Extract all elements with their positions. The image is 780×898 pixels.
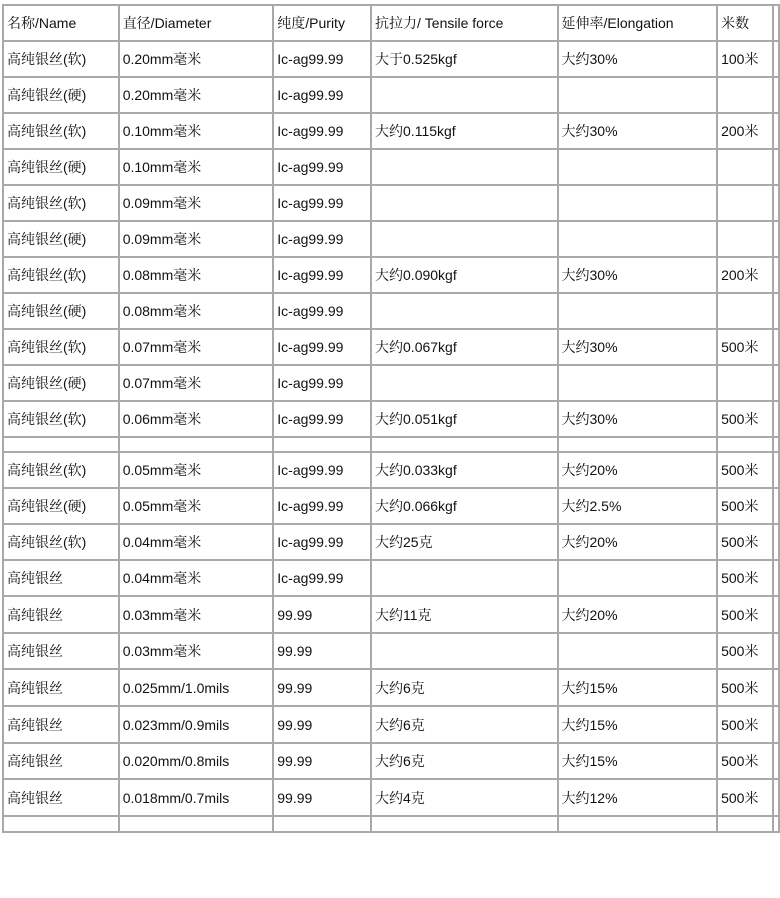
spacer-cell — [3, 437, 119, 452]
table-row — [3, 706, 779, 743]
cell-purity: Ic-ag99.99 — [273, 401, 371, 437]
cell-name: 高纯银丝 — [3, 596, 119, 633]
cell-meters: 200米 — [717, 113, 773, 149]
header-meters: 米数 — [717, 5, 773, 41]
header-row — [3, 5, 779, 41]
cell-purity: 99.99 — [273, 633, 371, 669]
row-edge-cell — [773, 293, 779, 329]
cell-name: 高纯银丝 — [3, 669, 119, 706]
row-edge-cell — [773, 633, 779, 669]
cell-name: 高纯银丝 — [3, 633, 119, 669]
row-edge-cell — [773, 452, 779, 488]
cell-tensile-force: 大约6克 — [371, 669, 557, 706]
cell-elongation — [558, 149, 718, 185]
cell-tensile-force: 大于0.525kgf — [371, 41, 557, 77]
cell-elongation: 大约15% — [558, 743, 718, 779]
cell-purity: 99.99 — [273, 706, 371, 743]
table-row — [3, 257, 779, 293]
cell-purity: Ic-ag99.99 — [273, 113, 371, 149]
cell-purity: 99.99 — [273, 669, 371, 706]
cell-meters: 200米 — [717, 257, 773, 293]
cell-elongation: 大约30% — [558, 41, 718, 77]
cell-tensile-force: 大约6克 — [371, 743, 557, 779]
row-edge-cell — [773, 113, 779, 149]
cell-tensile-force: 大约25克 — [371, 524, 557, 560]
partial-cell — [119, 816, 274, 832]
row-edge-cell — [773, 706, 779, 743]
cell-diameter: 0.20mm毫米 — [119, 41, 274, 77]
cell-diameter: 0.025mm/1.0mils — [119, 669, 274, 706]
cell-meters — [717, 293, 773, 329]
spacer-cell — [773, 437, 779, 452]
table-row — [3, 221, 779, 257]
table-row — [3, 329, 779, 365]
cell-elongation — [558, 221, 718, 257]
cell-meters: 500米 — [717, 524, 773, 560]
cell-diameter: 0.09mm毫米 — [119, 221, 274, 257]
cell-meters: 500米 — [717, 452, 773, 488]
cell-name: 高纯银丝(硬) — [3, 221, 119, 257]
cell-tensile-force: 大约4克 — [371, 779, 557, 816]
cell-elongation — [558, 185, 718, 221]
row-edge-cell — [773, 41, 779, 77]
spacer-cell — [371, 437, 557, 452]
cell-elongation: 大约20% — [558, 596, 718, 633]
cell-name: 高纯银丝(软) — [3, 41, 119, 77]
cell-elongation: 大约20% — [558, 524, 718, 560]
cell-diameter: 0.10mm毫米 — [119, 113, 274, 149]
cell-meters: 500米 — [717, 596, 773, 633]
cell-tensile-force: 大约0.051kgf — [371, 401, 557, 437]
table-row — [3, 41, 779, 77]
cell-purity: Ic-ag99.99 — [273, 365, 371, 401]
cell-name: 高纯银丝(硬) — [3, 149, 119, 185]
cell-elongation: 大约12% — [558, 779, 718, 816]
row-edge-cell — [773, 560, 779, 596]
cell-diameter: 0.07mm毫米 — [119, 329, 274, 365]
cell-meters: 500米 — [717, 743, 773, 779]
cell-name: 高纯银丝 — [3, 743, 119, 779]
row-edge-cell — [773, 185, 779, 221]
cell-tensile-force — [371, 149, 557, 185]
table-row — [3, 113, 779, 149]
cell-elongation: 大约30% — [558, 401, 718, 437]
table-row — [3, 488, 779, 524]
cell-elongation — [558, 633, 718, 669]
partial-cell — [273, 816, 371, 832]
cell-elongation — [558, 365, 718, 401]
row-edge-cell — [773, 365, 779, 401]
table-row — [3, 633, 779, 669]
cell-tensile-force — [371, 77, 557, 113]
cell-purity: 99.99 — [273, 596, 371, 633]
cell-name: 高纯银丝(硬) — [3, 293, 119, 329]
silver-wire-spec-table — [2, 4, 780, 833]
cell-meters: 500米 — [717, 488, 773, 524]
cell-elongation — [558, 560, 718, 596]
header-edge-cell — [773, 5, 779, 41]
cell-meters: 100米 — [717, 41, 773, 77]
cell-name: 高纯银丝(软) — [3, 113, 119, 149]
row-edge-cell — [773, 329, 779, 365]
cell-diameter: 0.03mm毫米 — [119, 596, 274, 633]
spacer-cell — [273, 437, 371, 452]
cell-tensile-force — [371, 221, 557, 257]
cell-purity: Ic-ag99.99 — [273, 221, 371, 257]
cell-tensile-force: 大约0.033kgf — [371, 452, 557, 488]
cell-meters: 500米 — [717, 633, 773, 669]
row-edge-cell — [773, 743, 779, 779]
spec-sheet — [2, 4, 780, 833]
cell-purity: Ic-ag99.99 — [273, 293, 371, 329]
cell-name: 高纯银丝(硬) — [3, 77, 119, 113]
header-purity: 纯度/Purity — [273, 5, 371, 41]
cell-elongation: 大约20% — [558, 452, 718, 488]
spacer-cell — [717, 437, 773, 452]
header-name: 名称/Name — [3, 5, 119, 41]
cell-tensile-force: 大约0.067kgf — [371, 329, 557, 365]
cell-tensile-force — [371, 560, 557, 596]
cell-diameter: 0.08mm毫米 — [119, 257, 274, 293]
row-edge-cell — [773, 149, 779, 185]
cell-meters: 500米 — [717, 560, 773, 596]
header-elongation: 延伸率/Elongation — [558, 5, 718, 41]
cell-purity: Ic-ag99.99 — [273, 185, 371, 221]
cell-name: 高纯银丝(软) — [3, 329, 119, 365]
table-row — [3, 596, 779, 633]
cell-elongation: 大约2.5% — [558, 488, 718, 524]
cell-purity: Ic-ag99.99 — [273, 560, 371, 596]
cell-elongation: 大约30% — [558, 257, 718, 293]
cell-meters: 500米 — [717, 401, 773, 437]
cell-diameter: 0.10mm毫米 — [119, 149, 274, 185]
cell-meters — [717, 221, 773, 257]
cell-tensile-force — [371, 293, 557, 329]
partial-cell — [773, 816, 779, 832]
cell-name: 高纯银丝(软) — [3, 524, 119, 560]
table-row — [3, 669, 779, 706]
cell-purity: Ic-ag99.99 — [273, 149, 371, 185]
cell-meters — [717, 185, 773, 221]
cell-diameter: 0.07mm毫米 — [119, 365, 274, 401]
cell-diameter: 0.09mm毫米 — [119, 185, 274, 221]
cell-meters — [717, 149, 773, 185]
cell-elongation: 大约30% — [558, 329, 718, 365]
cell-diameter: 0.20mm毫米 — [119, 77, 274, 113]
cell-meters: 500米 — [717, 669, 773, 706]
cell-purity: 99.99 — [273, 779, 371, 816]
spacer-row — [3, 437, 779, 452]
cell-purity: Ic-ag99.99 — [273, 329, 371, 365]
row-edge-cell — [773, 488, 779, 524]
row-edge-cell — [773, 524, 779, 560]
cell-diameter: 0.04mm毫米 — [119, 524, 274, 560]
table-row — [3, 452, 779, 488]
partial-row — [3, 816, 779, 832]
cell-diameter: 0.03mm毫米 — [119, 633, 274, 669]
row-edge-cell — [773, 221, 779, 257]
cell-elongation — [558, 77, 718, 113]
table-row — [3, 743, 779, 779]
cell-diameter: 0.05mm毫米 — [119, 488, 274, 524]
cell-name: 高纯银丝(软) — [3, 401, 119, 437]
cell-purity: Ic-ag99.99 — [273, 257, 371, 293]
cell-tensile-force: 大约11克 — [371, 596, 557, 633]
cell-name: 高纯银丝(软) — [3, 257, 119, 293]
row-edge-cell — [773, 257, 779, 293]
cell-diameter: 0.05mm毫米 — [119, 452, 274, 488]
cell-name: 高纯银丝(硬) — [3, 365, 119, 401]
spacer-cell — [558, 437, 718, 452]
table-row — [3, 401, 779, 437]
cell-purity: Ic-ag99.99 — [273, 452, 371, 488]
cell-name: 高纯银丝(软) — [3, 452, 119, 488]
cell-purity: Ic-ag99.99 — [273, 524, 371, 560]
row-edge-cell — [773, 779, 779, 816]
cell-tensile-force: 大约0.090kgf — [371, 257, 557, 293]
row-edge-cell — [773, 596, 779, 633]
table-row — [3, 560, 779, 596]
spacer-cell — [119, 437, 274, 452]
cell-tensile-force — [371, 633, 557, 669]
cell-elongation: 大约15% — [558, 669, 718, 706]
row-edge-cell — [773, 77, 779, 113]
row-edge-cell — [773, 401, 779, 437]
cell-purity: Ic-ag99.99 — [273, 77, 371, 113]
cell-tensile-force: 大约0.115kgf — [371, 113, 557, 149]
partial-cell — [371, 816, 557, 832]
table-row — [3, 365, 779, 401]
cell-name: 高纯银丝(硬) — [3, 488, 119, 524]
table-row — [3, 149, 779, 185]
partial-cell — [558, 816, 718, 832]
row-edge-cell — [773, 669, 779, 706]
cell-purity: Ic-ag99.99 — [273, 41, 371, 77]
cell-name: 高纯银丝(软) — [3, 185, 119, 221]
cell-diameter: 0.08mm毫米 — [119, 293, 274, 329]
cell-meters: 500米 — [717, 329, 773, 365]
cell-tensile-force: 大约6克 — [371, 706, 557, 743]
cell-meters — [717, 77, 773, 113]
cell-tensile-force: 大约0.066kgf — [371, 488, 557, 524]
table-row — [3, 524, 779, 560]
cell-meters: 500米 — [717, 706, 773, 743]
cell-purity: Ic-ag99.99 — [273, 488, 371, 524]
cell-diameter: 0.06mm毫米 — [119, 401, 274, 437]
table-row — [3, 293, 779, 329]
cell-tensile-force — [371, 185, 557, 221]
header-diameter: 直径/Diameter — [119, 5, 274, 41]
cell-name: 高纯银丝 — [3, 706, 119, 743]
cell-diameter: 0.04mm毫米 — [119, 560, 274, 596]
cell-diameter: 0.020mm/0.8mils — [119, 743, 274, 779]
cell-elongation: 大约30% — [558, 113, 718, 149]
table-row — [3, 185, 779, 221]
cell-purity: 99.99 — [273, 743, 371, 779]
partial-cell — [717, 816, 773, 832]
cell-diameter: 0.018mm/0.7mils — [119, 779, 274, 816]
cell-name: 高纯银丝 — [3, 560, 119, 596]
cell-elongation — [558, 293, 718, 329]
header-tensile-force: 抗拉力/ Tensile force — [371, 5, 557, 41]
cell-meters — [717, 365, 773, 401]
cell-name: 高纯银丝 — [3, 779, 119, 816]
table-row — [3, 779, 779, 816]
cell-tensile-force — [371, 365, 557, 401]
partial-cell — [3, 816, 119, 832]
cell-meters: 500米 — [717, 779, 773, 816]
cell-elongation: 大约15% — [558, 706, 718, 743]
table-row — [3, 77, 779, 113]
cell-diameter: 0.023mm/0.9mils — [119, 706, 274, 743]
